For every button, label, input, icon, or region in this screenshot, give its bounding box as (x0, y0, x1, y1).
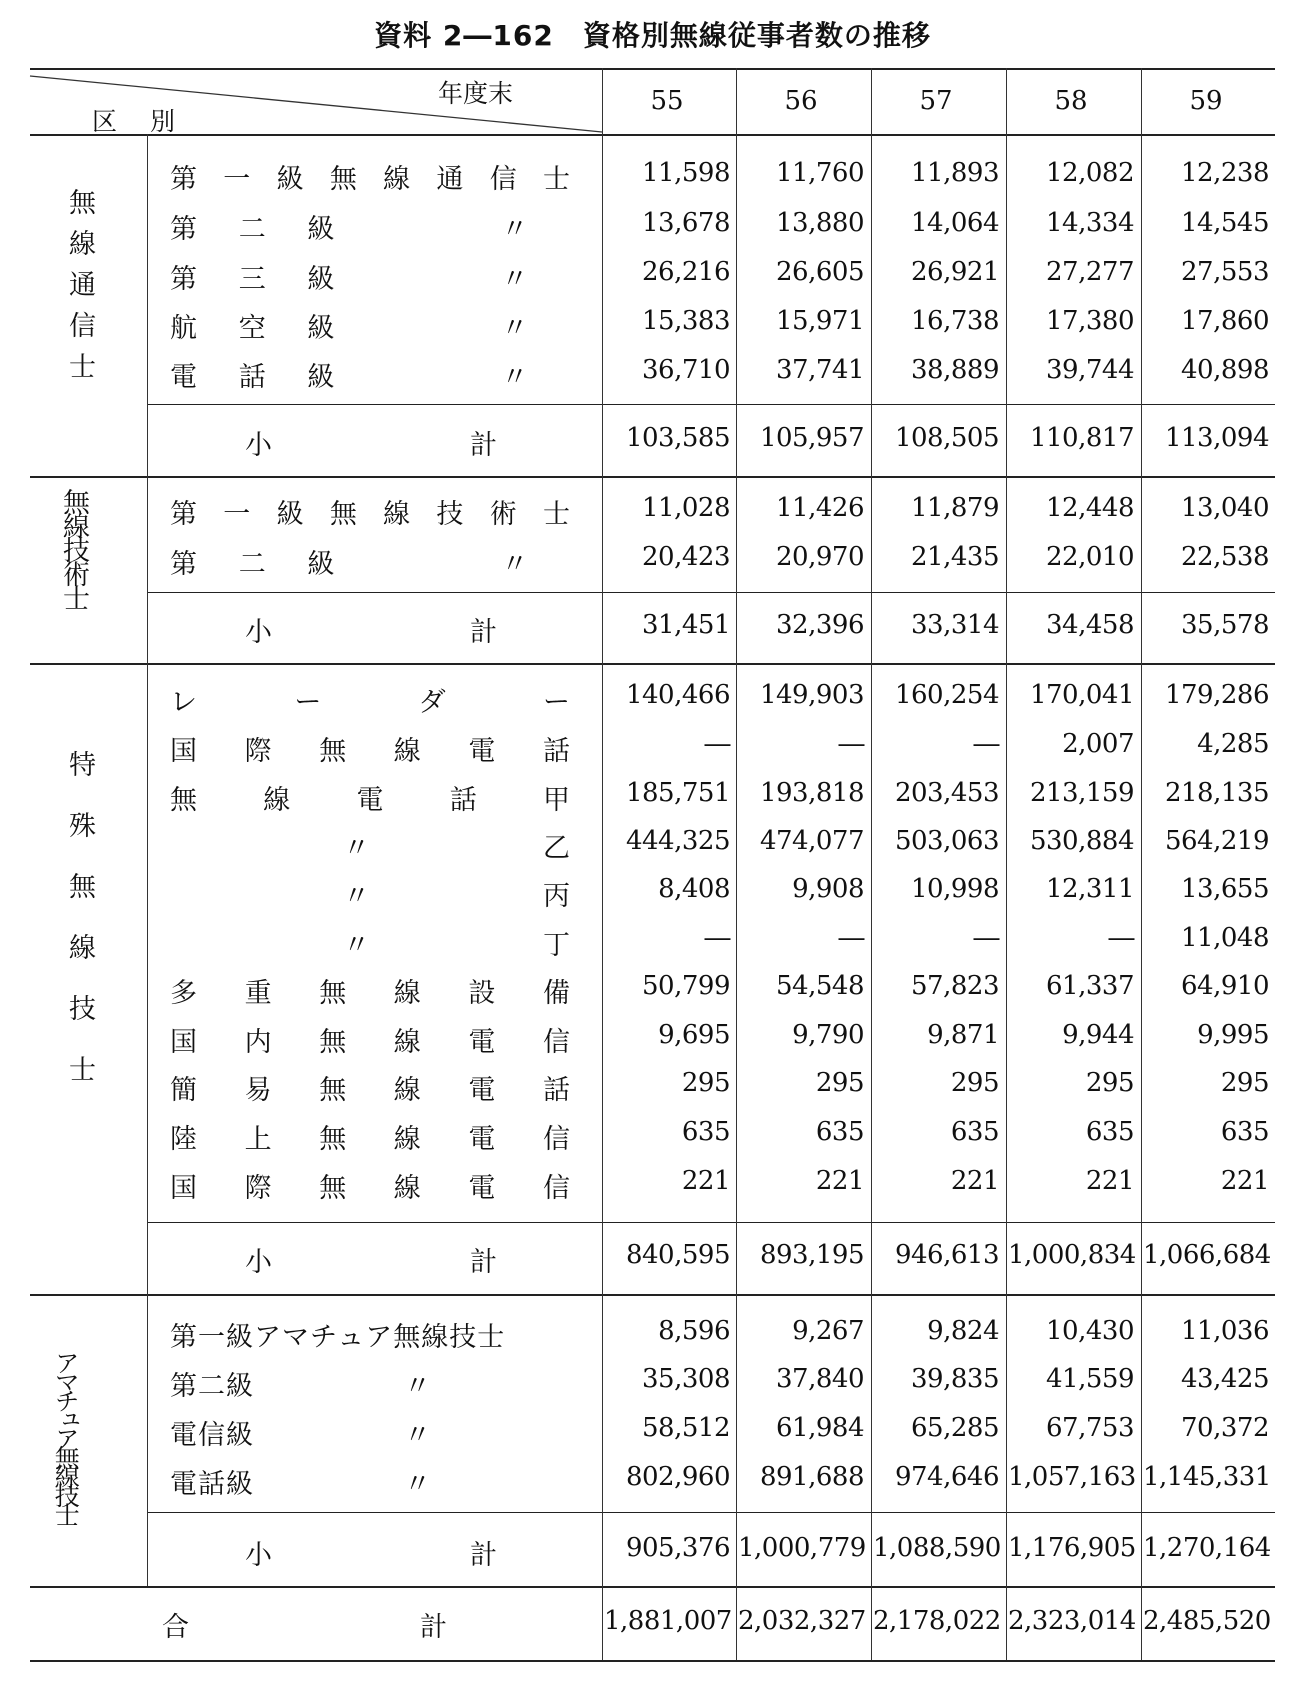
value-cell: 12,311 (1046, 874, 1134, 904)
group-label-radio-engineer: 無線技術士 (58, 488, 89, 608)
value-cell: 160,254 (894, 680, 999, 710)
row-label: 国 際 無 線 電 話 (170, 736, 570, 767)
value-cell: 221 (815, 1166, 864, 1196)
value-cell: 70,372 (1181, 1413, 1269, 1443)
value-cell: 9,944 (1062, 1020, 1134, 1050)
value-cell: 40,898 (1181, 355, 1269, 385)
value-cell: 635 (1085, 1117, 1134, 1147)
value-cell: 503,063 (894, 826, 999, 856)
row-label: 〃 丙 (343, 881, 570, 912)
value-cell: 61,337 (1046, 971, 1134, 1001)
value-cell: 17,380 (1046, 306, 1134, 336)
value-cell: ― (838, 729, 864, 759)
value-cell: 61,984 (776, 1413, 864, 1443)
subtotal-cell: 34,458 (1046, 610, 1134, 640)
value-cell: ― (973, 923, 999, 953)
value-cell: 39,744 (1046, 355, 1134, 385)
group-label-radio-operator: 無線通信士 (64, 188, 95, 393)
value-cell: 14,064 (911, 208, 999, 238)
value-cell: 564,219 (1164, 826, 1269, 856)
value-cell: 65,285 (911, 1413, 999, 1443)
grand-total-cell: 2,485,520 (1143, 1606, 1271, 1636)
value-cell: 221 (1085, 1166, 1134, 1196)
value-cell: 974,646 (894, 1462, 999, 1492)
value-cell: 12,082 (1046, 158, 1134, 188)
value-cell: 22,538 (1181, 542, 1269, 572)
subtotal-cell: 110,817 (1029, 423, 1134, 453)
value-cell: 10,998 (911, 874, 999, 904)
value-cell: 11,036 (1181, 1316, 1269, 1346)
value-cell: 9,908 (792, 874, 864, 904)
row-label: 国 内 無 線 電 信 (170, 1027, 570, 1058)
value-cell: ― (1108, 923, 1134, 953)
value-cell: 26,605 (776, 257, 864, 287)
value-cell: 50,799 (642, 971, 730, 1001)
subtotal-cell: 113,094 (1164, 423, 1269, 453)
year-header: 56 (784, 86, 818, 116)
value-cell: 14,545 (1181, 208, 1269, 238)
value-cell: 11,598 (642, 158, 730, 188)
subtotal-cell: 1,270,164 (1143, 1533, 1271, 1563)
subtotal-cell: 1,088,590 (873, 1533, 1001, 1563)
subtotal-cell: 31,451 (642, 610, 730, 640)
year-header: 57 (919, 86, 953, 116)
value-cell: 12,448 (1046, 493, 1134, 523)
value-cell: 444,325 (625, 826, 730, 856)
value-cell: 11,048 (1181, 923, 1269, 953)
value-cell: 26,921 (911, 257, 999, 287)
subtotal-cell: 840,595 (625, 1240, 730, 1270)
value-cell: 9,695 (658, 1020, 730, 1050)
value-cell: 140,466 (625, 680, 730, 710)
row-label: 〃 乙 (343, 833, 570, 864)
value-cell: 10,430 (1046, 1316, 1134, 1346)
value-cell: 891,688 (759, 1462, 864, 1492)
row-label: 無 線 電 話 甲 (170, 785, 570, 816)
group-label-amateur-line2: 無線技士 (51, 1445, 81, 1521)
year-header: 58 (1054, 86, 1088, 116)
subtotal-cell: 946,613 (894, 1240, 999, 1270)
row-label: 第 二 級 〃 (170, 549, 529, 580)
value-cell: 57,823 (911, 971, 999, 1001)
row-label: 電 話 級 〃 (170, 362, 529, 393)
value-cell: 67,753 (1046, 1413, 1134, 1443)
value-cell: 37,840 (776, 1364, 864, 1394)
row-label: 第 三 級 〃 (170, 264, 529, 295)
row-label: 国 際 無 線 電 信 (170, 1173, 570, 1204)
value-cell: 14,334 (1046, 208, 1134, 238)
value-cell: 38,889 (911, 355, 999, 385)
value-cell: 530,884 (1029, 826, 1134, 856)
row-label: 簡 易 無 線 電 話 (170, 1075, 570, 1106)
value-cell: 11,028 (642, 493, 730, 523)
value-cell: 295 (1220, 1068, 1269, 1098)
subtotal-cell: 105,957 (759, 423, 864, 453)
value-cell: 203,453 (894, 778, 999, 808)
row-label: レ ー ダ ー (170, 687, 570, 718)
value-cell: 11,893 (911, 158, 999, 188)
value-cell: 295 (950, 1068, 999, 1098)
grand-total-cell: 2,323,014 (1008, 1606, 1136, 1636)
subtotal-cell: 893,195 (759, 1240, 864, 1270)
value-cell: 193,818 (759, 778, 864, 808)
value-cell: 218,135 (1164, 778, 1269, 808)
value-cell: 15,383 (642, 306, 730, 336)
value-cell: 295 (815, 1068, 864, 1098)
value-cell: 179,286 (1164, 680, 1269, 710)
value-cell: 9,790 (792, 1020, 864, 1050)
value-cell: 802,960 (625, 1462, 730, 1492)
grand-total-label-right: 計 (420, 1612, 447, 1643)
year-end-label: 年度末 (438, 79, 514, 108)
value-cell: 295 (681, 1068, 730, 1098)
value-cell: 39,835 (911, 1364, 999, 1394)
row-label: 第 一 級 無 線 技 術 士 (170, 499, 570, 530)
row-label: 〃 丁 (343, 930, 570, 961)
subtotal-cell: 103,585 (625, 423, 730, 453)
value-cell: 11,760 (776, 158, 864, 188)
value-cell: 9,995 (1197, 1020, 1269, 1050)
subtotal-cell: 33,314 (911, 610, 999, 640)
value-cell: ― (704, 729, 730, 759)
subtotal-cell: 1,066,684 (1143, 1240, 1271, 1270)
value-cell: 13,678 (642, 208, 730, 238)
value-cell: 1,145,331 (1143, 1462, 1271, 1492)
value-cell: 16,738 (911, 306, 999, 336)
value-cell: 35,308 (642, 1364, 730, 1394)
group-label-amateur-line1: アマチュア (51, 1350, 81, 1445)
value-cell: 635 (815, 1117, 864, 1147)
year-header: 55 (650, 86, 684, 116)
subtotal-cell: 32,396 (776, 610, 864, 640)
value-cell: 58,512 (642, 1413, 730, 1443)
value-cell: 17,860 (1181, 306, 1269, 336)
value-cell: 13,655 (1181, 874, 1269, 904)
value-cell: 170,041 (1029, 680, 1134, 710)
value-cell: 635 (681, 1117, 730, 1147)
value-cell: 295 (1085, 1068, 1134, 1098)
value-cell: 213,159 (1029, 778, 1134, 808)
value-cell: 8,596 (658, 1316, 730, 1346)
value-cell: 20,423 (642, 542, 730, 572)
value-cell: 221 (681, 1166, 730, 1196)
row-label: 第 一 級 無 線 通 信 士 (170, 164, 570, 195)
subtotal-cell: 1,176,905 (1008, 1533, 1136, 1563)
value-cell: 22,010 (1046, 542, 1134, 572)
grand-total-label-left: 合 (162, 1612, 189, 1643)
value-cell: 474,077 (759, 826, 864, 856)
value-cell: 11,879 (911, 493, 999, 523)
value-cell: 64,910 (1181, 971, 1269, 1001)
subtotal-cell: 35,578 (1181, 610, 1269, 640)
row-label: 第二級 〃 (170, 1371, 432, 1402)
row-label: 航 空 級 〃 (170, 313, 529, 344)
value-cell: 9,824 (927, 1316, 999, 1346)
subtotal-cell: 1,000,834 (1008, 1240, 1136, 1270)
group-label-special-radio: 特殊無線技士 (64, 750, 95, 1116)
row-label: 陸 上 無 線 電 信 (170, 1124, 570, 1155)
value-cell: ― (838, 923, 864, 953)
row-label: 電話級 〃 (170, 1469, 432, 1500)
value-cell: 635 (1220, 1117, 1269, 1147)
value-cell: 21,435 (911, 542, 999, 572)
value-cell: 13,040 (1181, 493, 1269, 523)
value-cell: 4,285 (1197, 729, 1269, 759)
subtotal-cell: 1,000,779 (738, 1533, 866, 1563)
row-label: 第 二 級 〃 (170, 214, 529, 245)
value-cell: ― (704, 923, 730, 953)
value-cell: 15,971 (776, 306, 864, 336)
value-cell: 8,408 (658, 874, 730, 904)
value-cell: 1,057,163 (1008, 1462, 1136, 1492)
row-label: 電信級 〃 (170, 1420, 432, 1451)
row-label: 第一級アマチュア無線技士 (170, 1322, 506, 1353)
value-cell: 635 (950, 1117, 999, 1147)
value-cell: 11,426 (776, 493, 864, 523)
value-cell: 37,741 (776, 355, 864, 385)
value-cell: 9,871 (927, 1020, 999, 1050)
value-cell: ― (973, 729, 999, 759)
grand-total-cell: 1,881,007 (604, 1606, 732, 1636)
grand-total-cell: 2,178,022 (873, 1606, 1001, 1636)
value-cell: 185,751 (625, 778, 730, 808)
value-cell: 13,880 (776, 208, 864, 238)
subtotal-cell: 905,376 (625, 1533, 730, 1563)
value-cell: 149,903 (759, 680, 864, 710)
group-label-amateur (51, 1350, 81, 1521)
subtotal-cell: 108,505 (894, 423, 999, 453)
year-header: 59 (1189, 86, 1223, 116)
value-cell: 27,277 (1046, 257, 1134, 287)
grand-total-cell: 2,032,327 (738, 1606, 866, 1636)
value-cell: 221 (1220, 1166, 1269, 1196)
value-cell: 9,267 (792, 1316, 864, 1346)
value-cell: 43,425 (1181, 1364, 1269, 1394)
value-cell: 26,216 (642, 257, 730, 287)
value-cell: 27,553 (1181, 257, 1269, 287)
value-cell: 2,007 (1062, 729, 1134, 759)
value-cell: 54,548 (776, 971, 864, 1001)
value-cell: 20,970 (776, 542, 864, 572)
table-title: 資料 2―162 資格別無線従事者数の推移 (374, 19, 931, 52)
category-label: 区 別 (92, 107, 180, 136)
value-cell: 12,238 (1181, 158, 1269, 188)
row-label: 多 重 無 線 設 備 (170, 978, 570, 1009)
value-cell: 41,559 (1046, 1364, 1134, 1394)
value-cell: 36,710 (642, 355, 730, 385)
value-cell: 221 (950, 1166, 999, 1196)
